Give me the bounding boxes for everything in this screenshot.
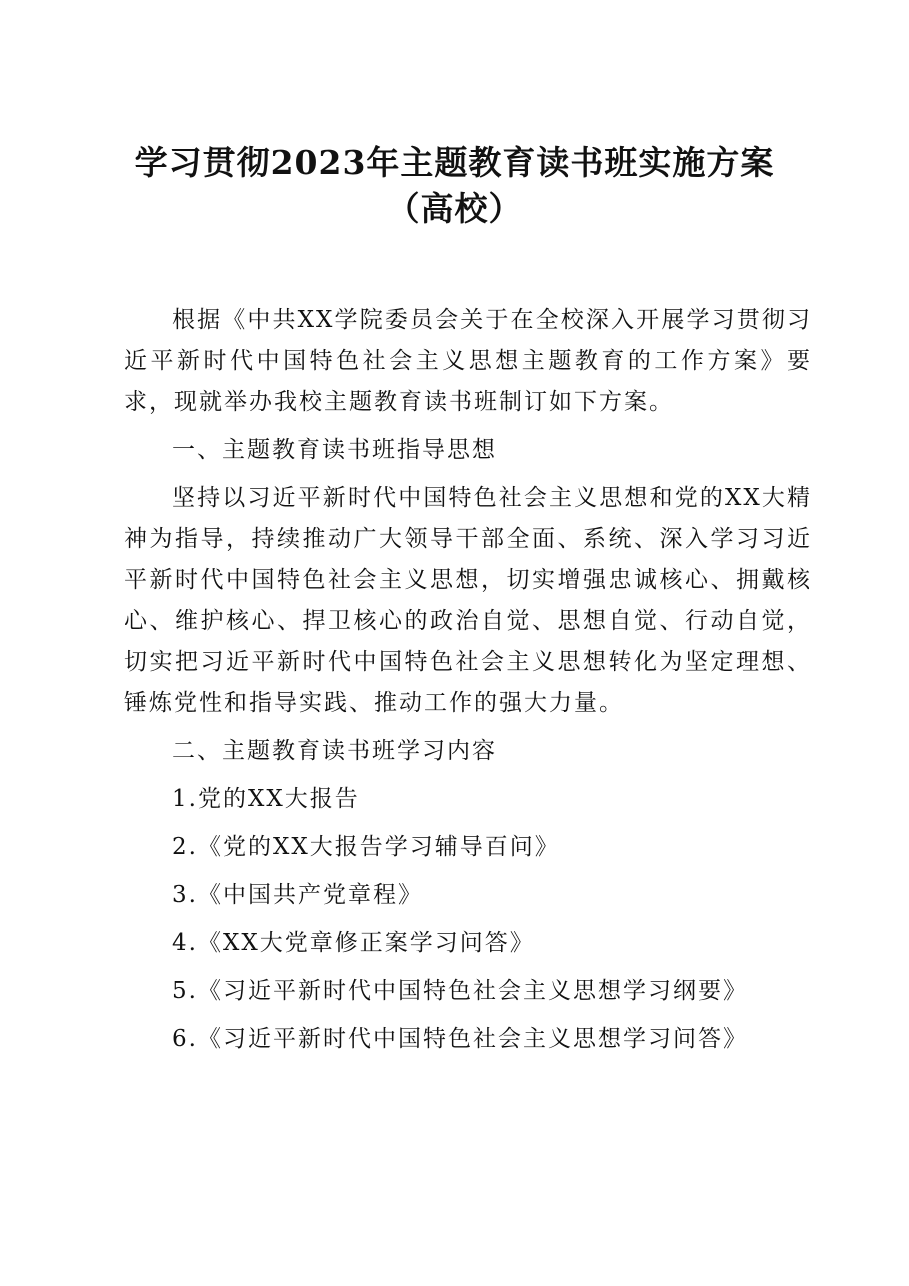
study-content-item: 4.《XX大党章修正案学习问答》 [172,930,535,956]
intro-paragraph: 根据《中共XX学院委员会关于在全校深入开展学习贯彻习近平新时代中国特色社会主义思想主题教育的工作方案》要求，现就举办我校主题教育读书班制订如下方案。 [124,307,812,415]
document-body [124,300,812,1067]
study-content-item: 6.《习近平新时代中国特色社会主义思想学习问答》 [172,1026,748,1052]
document-title: 学习贯彻2023年主题教育读书班实施方案（高校） [134,143,775,228]
guiding-ideology-paragraph: 坚持以习近平新时代中国特色社会主义思想和党的XX大精神为指导，持续推动广大领导干部全面、系统、深入学习习近平新时代中国特色社会主义思想，切实增强忠诚核心、拥戴核心、维护核心、捍卫核心的政治自觉、思想自觉、行动自觉，切实把习近平新时代中国特色社会主义思想转化为坚定理想、锤炼党性和指导实践、推动工作的强大力量。 [124,485,812,716]
study-content-item: 1.党的XX大报告 [172,786,360,812]
study-content-item: 3.《中国共产党章程》 [172,882,423,908]
study-content-item: 2.《党的XX大报告学习辅导百问》 [172,834,560,860]
section-heading-guiding-ideology: 一、主题教育读书班指导思想 [172,437,497,463]
section-heading-study-content: 二、主题教育读书班学习内容 [172,738,497,764]
study-content-item: 5.《习近平新时代中国特色社会主义思想学习纲要》 [172,978,748,1004]
